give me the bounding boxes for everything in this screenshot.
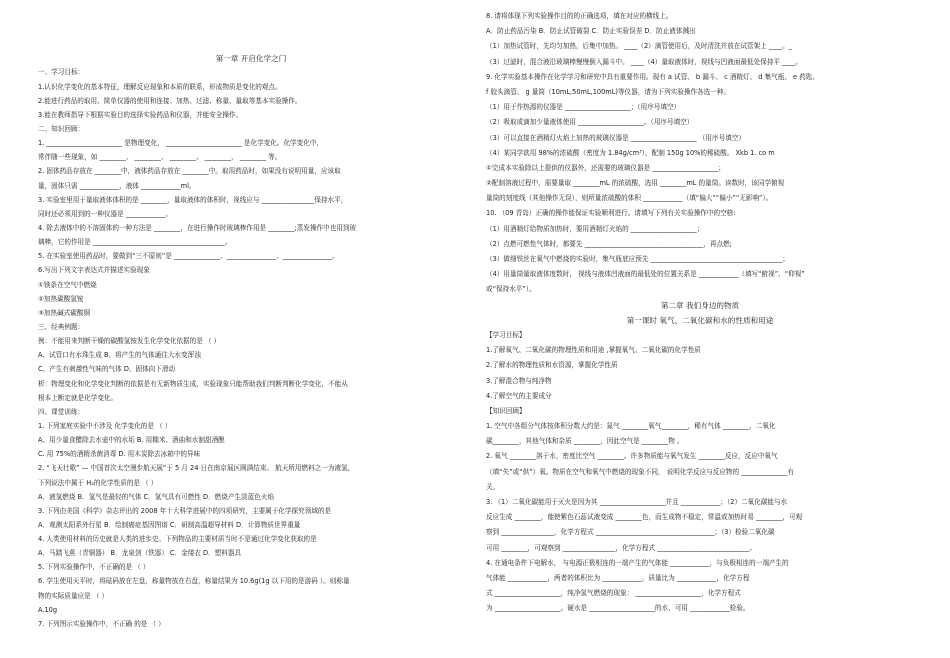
left-line: 1. _______________________ 是物理变化， _______________________ 是化学变化。化学变化中， <box>38 139 324 148</box>
right-line: （2）吸取或滴加少量液体使用 ____________________。（用序号填空） <box>486 118 694 127</box>
left-line <box>38 40 464 54</box>
right-line: （填“失”或“供”）氧。物质在空气和氧气中燃烧的现象不同， 说明化学反应与反应物的 ______________有 <box>486 467 794 476</box>
left-line: 三、经典例题： <box>38 322 85 331</box>
right-line: f 胶头滴管、 g 量筒（10mL,50mL,100mL)等仪器，请为下列实验操作各选一种。 <box>486 87 731 96</box>
right-line: 1.了解氧气、二氧化碳的物理性质和用途 ,掌握氧气、二氧化碳的化学性质 <box>486 346 701 355</box>
right-line: 4.了解空气的主要成分 <box>486 391 552 400</box>
left-line: 同时还必须用到的一种仪器是 ____________。 <box>38 209 172 218</box>
left-line: 例：不能用来判断干燥的碳酸氢铵发生化学变化依据的是 （ ） <box>38 337 221 346</box>
left-line: 6.写出下列文字表达式并描述实验现象 <box>38 266 150 275</box>
right-heading: 第一课时 氧气、二氧化碳和水的性质和用途 <box>626 315 774 325</box>
right-line: （1）用于作热源的仪器是 ____________________；（用序号填空） <box>486 103 681 112</box>
right-line: （3）过滤时，混合液沿玻璃棒慢慢倒入漏斗中。 ____（4）量取液体时，视线与凹液面最低处保持平 ____。 <box>486 57 802 66</box>
right-line: （4）用量筒量取液体度数时， 视线与液体凹液面的最低处的位置关系是 ____________（填写“俯视”、“仰视” <box>486 270 805 279</box>
right-line: 碳________，其他气体和杂质 ________，因此空气是 ________物 。 <box>486 437 684 446</box>
left-line: 璃棒，它的作用是 ________________________________________。 <box>38 238 232 247</box>
right-line: 4. 在通电条件下电解水， 与电源正极相连的一端产生的气体能 ____________，与负极相连的一端产生的 <box>486 558 789 567</box>
right-line: ①完成本实验除以上提供的仪器外，还需要的玻璃仪器是 ____________________； <box>486 163 725 172</box>
right-line: 10. （09 青岛）正确的操作能保证实验顺利进行。请填写下列有关实验操作中的空格: <box>486 209 736 218</box>
left-line: 四、课堂训练： <box>38 407 85 416</box>
right-line: 1. 空气中各组分气体按体积分数大约是：氮气 ________氧气________，稀有气体 ________，二氧化 <box>486 422 776 431</box>
left-line: 2. “飞天壮歌” — 中国首次太空漫步航天展“于 5 月 24 日在南京展区圆满结束。 航天所用燃料之一为液氢， <box>38 464 355 473</box>
right-line: 可用 ________，可观察到 ________________，化学方程式 ____________________________。 <box>486 543 757 552</box>
right-line: 为 ____________________。硬水是 ____________________的水，可用 ____________检验。 <box>486 604 750 613</box>
right-line: 量筒的刻度线（其他操作无误），则所量浓硫酸的体积 ____________（填“偏大”“偏小”“无影响”）。 <box>486 194 773 203</box>
left-line: A．液氢燃烧 B．氢气是最轻的气体 C．氢气具有可燃性 D．燃烧产生淡蓝色火焰 <box>38 492 275 501</box>
left-line: A.10g <box>38 605 58 614</box>
left-heading: 第一章 开启化学之门 <box>215 54 287 64</box>
left-line: 3.能在教师指导下根据实验目的选择实验药品和仪器，并能安全操作。 <box>38 110 243 119</box>
left-line: 析：物理变化和化学变化判断的依据是有无新物质生成，实验现象只能帮助我们判断判断化学变化，不能从 <box>38 379 348 388</box>
right-line: 气体能 ____________，两者的体积比为 ____________，质量比为 ____________，化学方程 <box>486 573 750 582</box>
right-line: 2.了解水的物理性质和水资源，掌握化学性质 <box>486 361 618 370</box>
left-line: 2. 固体药品存放在 ________中，液体药品存放在 ________中。取用药品时，如果没有说明用量，应该取 <box>38 167 341 176</box>
right-line: 【学习目标】 <box>486 330 526 339</box>
left-line: 物的实际质量应是 （ ） <box>38 591 109 600</box>
left-line: ①镁条在空气中燃烧 <box>38 280 97 289</box>
right-line: 【知识回顾】 <box>486 406 526 415</box>
left-line: 2.能进行药品的取用、简单仪器的使用和连接、加热、过滤、称量、量取等基本实验操作。 <box>38 96 302 105</box>
left-line: 常伴随一些现象，如 ________、 ________、 ________、 ________、 ________ 等。 <box>38 153 282 162</box>
left-line: ②加热碳酸氢铵 <box>38 294 84 303</box>
left-line: A、用少量食醋除去水壶中的水垢 B. 用糯米、酒曲和水制甜酒酿 <box>38 436 225 445</box>
right-line: 反应生成 ________，能使紫色石蕊试液变成 ________色，而生成物不稳定，常温或加热时易 ________，可观 <box>486 513 803 522</box>
right-line: 或“保持水平”）。 <box>486 285 536 294</box>
left-line: 下列说法中属于 H₂的化学性质的是 （ ） <box>38 478 158 487</box>
left-line: 5. 下列实验操作中，不正确的是 （ ） <box>38 563 150 572</box>
left-line: 二、知识回顾： <box>38 124 85 133</box>
left-line: 6. 学生使用天平时，将砝码放在左盘，称量物放在右盘，称量结果为 10.6g(1g 以下用的是游码 ）。则称量 <box>38 577 350 586</box>
left-line: 3. 下列由美国《科学》杂志评出的 2008 年十大科学进展中的四项研究，主要属于化学探究领域的是 <box>38 506 332 515</box>
left-line: 5. 在实验室使用药品时，要做到“三不原则”是 ______________、_______________、_______________。 <box>38 252 339 261</box>
right-line: （1）加热试管时，先均匀加热，后集中加热。 ____（2）滴管使用后，及时清洗并放在试管架上 ____。_ <box>486 42 793 51</box>
right-line: A．防止药品污染 B．防止试管破裂 C．防止实验误差 D．防止液体溅出 <box>486 27 696 36</box>
left-line: 量，固体只需 ____________，液体 ____________ml。 <box>38 181 196 190</box>
right-line: （4）某同学欲用 98%的浓硫酸（密度为 1.84g/cm³），配制 150g 10%的稀硫酸。 Xkb 1. co m <box>486 148 775 157</box>
left-line: 1. 下列家庭实验中不涉及 化学变化的是 （ ） <box>38 421 172 430</box>
right-line: （3）做细铁丝在氧气中燃烧的实验时，集气瓶底应预先 ________________________________________； <box>486 255 790 263</box>
left-line: A、试管口有水珠生成 B、将产生的气体通往大水变浑浊 <box>38 351 201 360</box>
left-line: 根本上断定就是化学变化。 <box>38 393 118 402</box>
left-line: 4. 人类使用材料的历史就是人类的进步史。下列物品的主要材质当时不是通过化学变化获取的是 <box>38 535 317 544</box>
left-line: A．马踏飞燕（青铜器） B．龙泉剑（铁器） C．金缕衣 D．塑料器具 <box>38 549 242 558</box>
right-line: ②配制溶液过程中，需要量取 ________mL 的浓硫酸，选用 ________mL 的量筒。读数时，该同学俯视 <box>486 179 785 188</box>
left-line: 3. 实验室里用于量取液体体积的是 ________，量取液体的体积时，视线应与 ________________保持水平， <box>38 195 348 204</box>
left-line: A．观测太阳系外行星 B．绘制癌症基因图谱 C．研制高温超导材料 D．计算物质世界重量 <box>38 520 301 529</box>
left-line: 4. 除去液体中的不溶固体的一种方法是 ________，在进行操作时玻璃棒作用是 ________;蒸发操作中也用到玻 <box>38 223 357 232</box>
left-line: 1.认识化学变化的基本特征，理解反应现象和本质的联系，形成物质是变化的观点。 <box>38 82 282 91</box>
right-heading: 第二章 我们身边的物质 <box>660 300 740 310</box>
left-line <box>38 26 464 40</box>
left-line: 7. 下列图示实验操作中，不正确 的是 （ ） <box>38 619 165 628</box>
right-line: 3. （1）二氧化碳能用于灭火是因为其 ____________________并且 ____________；（2）二氧化碳能与水 <box>486 498 788 506</box>
right-line: （3）可以直接在酒精灯火焰上加热的玻璃仪器是 ____________________ （用序号填空） <box>486 133 745 142</box>
right-line: 3.了解混合物与纯净物 <box>486 376 552 385</box>
right-line: 察到 ________________，化学方程式 ____________________________________；（3）检验二氧化碳 <box>486 528 775 537</box>
right-line: 9. 化学实验基本操作在化学学习和研究中具有重要作用。现有 a 试管、 b 漏斗、 c 酒精灯、 d 集气瓶、 e 药匙、 <box>486 72 819 81</box>
left-line: ③加热碱式碳酸铜 <box>38 308 91 317</box>
left-line: C、产生有刺激性气味的气体 D、固体向下滑动 <box>38 365 176 374</box>
right-line: 2. 氧气 ________溶于水，密度比空气 ________。许多物质能与氧气发生 ________反应，反应中氧气 <box>486 452 778 461</box>
right-line: （1）用酒精灯给物质加热时，要用酒精灯火焰的 ____________________； <box>486 224 704 233</box>
right-column <box>486 12 914 620</box>
right-line: （2）点燃可燃性气体时，都要先 ____________________________________，再点燃; <box>486 239 732 248</box>
left-line: C. 用 75%的酒精杀菌消毒 D. 用木炭除去冰箱中的异味 <box>38 450 201 459</box>
left-column <box>38 26 464 634</box>
right-line: 式 ____________________，纯净氢气燃烧的现象： ____________________，化学方程式 <box>486 589 741 598</box>
right-line: 关。 <box>486 482 500 491</box>
right-line: 8. 请将体现下列实验操作目的的正确选项，填在对应的横线上。 <box>486 12 673 20</box>
left-line: 一、学习目标： <box>38 68 85 77</box>
